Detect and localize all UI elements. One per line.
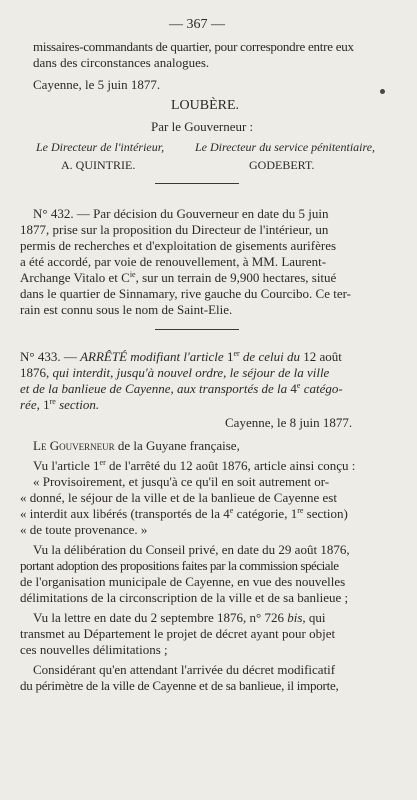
gouverneur-line: Le Gouverneur de la Guyane française, (33, 438, 240, 453)
dateline: Cayenne, le 5 juin 1877. (33, 77, 161, 92)
text-line: du périmètre de la ville de Cayenne et de sa banlieue, il importe, (20, 678, 339, 693)
text-line: Vu l'article 1er de l'arrêté du 12 août 1876, article ainsi conçu : (33, 458, 356, 473)
text-line: Vu la lettre en date du 2 septembre 1876, n° 726 bis, qui (33, 610, 326, 625)
text-line: Considérant qu'en attendant l'arrivée du décret modificatif (33, 662, 336, 677)
text-line: ces nouvelles délimitations ; (20, 642, 168, 657)
text-line: rain est connu sous le nom de Saint-Elie. (20, 302, 233, 317)
quote-line: « de toute provenance. » (20, 522, 148, 537)
text-line: dans des circonstances analogues. (33, 55, 210, 70)
quote-line: « Provisoirement, et jusqu'à ce qu'il en soit autrement or- (33, 474, 330, 489)
quote-line: « interdit aux libérés (transportés de la 4e catégorie, 1re section) (20, 506, 348, 521)
arrete-heading: N° 433. — ARRÊTÉ modifiant l'article 1er de celui du 12 août (20, 349, 342, 364)
text-line: 1877, prise sur la proposition du Directeur de l'intérieur, un (20, 222, 329, 237)
text-line: portant adoption des propositions faites par la commission spéciale (20, 558, 339, 573)
text-line: délimitations de la circonscription de la ville et de sa banlieue ; (20, 590, 349, 605)
signer-name: LOUBÈRE. (171, 98, 240, 113)
text-line: transmet au Département le projet de décret ayant pour objet (20, 626, 336, 641)
signatory-title: Le Directeur du service pénitentiaire, (195, 140, 376, 154)
arrete-heading: et de la banlieue de Cayenne, aux transportés de la 4e catégo- (20, 381, 343, 396)
text-line: de l'organisation municipale de Cayenne, en vue des nouvelles (20, 574, 346, 589)
text-line: dans le quartier de Sinnamary, rive gauche du Courcibo. Ce ter- (20, 286, 352, 301)
signatory-name: A. QUINTRIE. (61, 158, 136, 172)
par-le-gouverneur: Par le Gouverneur : (151, 119, 254, 134)
ink-spot (380, 89, 385, 94)
text-line: Archange Vitalo et $C^{ie}$, sur un terrain de 9,900 hectares, situé (20, 270, 337, 285)
separator-rule (155, 183, 239, 184)
arrete-heading: rée, 1re section. (20, 397, 100, 412)
text-line: missaires-commandants de quartier, pour correspondre entre eux (33, 39, 354, 54)
separator-rule (155, 329, 239, 330)
text-line: Vu la délibération du Conseil privé, en date du 29 août 1876, (33, 542, 350, 557)
page-number: — 367 — (169, 17, 225, 32)
text-line: N° 432. — Par décision du Gouverneur en date du 5 juin (33, 206, 329, 221)
dateline: Cayenne, le 8 juin 1877. (225, 415, 353, 430)
arrete-heading: 1876, qui interdit, jusqu'à nouvel ordre, le séjour de la ville (20, 365, 330, 380)
text-line: permis de recherches et d'exploitation de gisements aurifères (20, 238, 337, 253)
signatory-title: Le Directeur de l'intérieur, (36, 140, 165, 154)
quote-line: « donné, le séjour de la ville et de la banlieue de Cayenne est (20, 490, 337, 505)
signatory-name: GODEBERT. (249, 158, 315, 172)
text-line: a été accordé, par voie de renouvellement, à MM. Laurent- (20, 254, 327, 269)
